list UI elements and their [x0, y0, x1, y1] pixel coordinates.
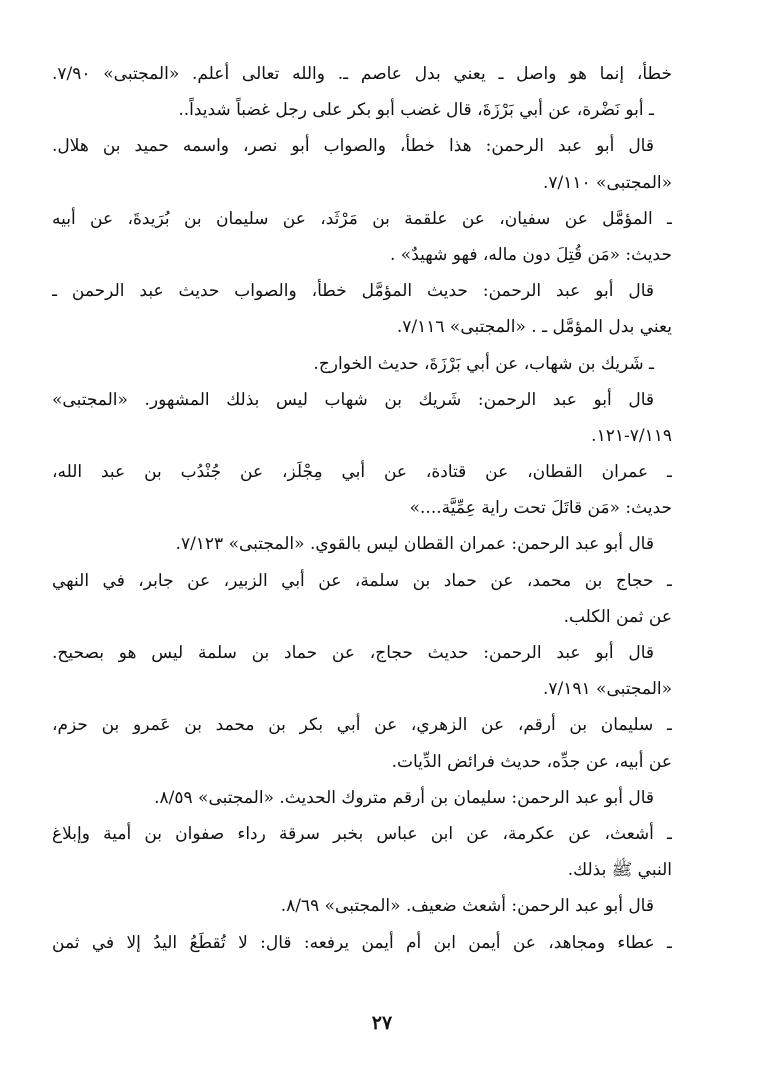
text-line: ـ سليمان بن أرقم، عن الزهري، عن أبي بكر بن محمد بن عَمرو بن حزم، — [52, 715, 672, 736]
text-line: قال أبو عبد الرحمن: حديث حجاج، عن حماد بن سلمة ليس هو بصحيح. — [52, 643, 654, 663]
text-line: ـ أشعث، عن عكرمة، عن ابن عباس بخبر سرقة رداء صفوان بن أمية وإبلاغ — [52, 823, 672, 844]
text-line: ـ عطاء ومجاهد، عن أيمن ابن أم أيمن يرفعه: قال: لا تُقطَعُ اليدُ إلا في ثمن — [52, 932, 672, 953]
text-line: قال أبو عبد الرحمن: حديث المؤمَّل خطأ، والصواب حديث عبد الرحمن ـ — [52, 281, 654, 302]
text-line: «المجتبى» ٧/١١٠. — [542, 172, 672, 193]
text-line: يعني بدل المؤمَّل ـ . «المجتبى» ٧/١١٦. — [396, 317, 672, 338]
text-line: قال أبو عبد الرحمن: سليمان بن أرقم متروك الحديث. «المجتبى» ٨/٥٩. — [154, 787, 654, 808]
text-line: ـ شَريك بن شهاب، عن أبي بَرْزَةَ، حديث الخوارج. — [313, 353, 654, 374]
text-line: قال أبو عبد الرحمن: عمران القطان ليس بالقوي. «المجتبى» ٧/١٢٣. — [175, 534, 654, 555]
text-line: «المجتبى» ٧/١٩١. — [542, 679, 672, 700]
page-number: ٢٧ — [371, 1012, 393, 1034]
text-line: ـ المؤمَّل عن سفيان، عن علقمة بن مَرْثَد، عن سليمان بن بُرَيدةَ، عن أبيه — [52, 208, 672, 229]
text-line: خطأ، إنما هو واصل ـ يعني بدل عاصم ـ. والله تعالى أعلم. «المجتبى» ٧/٩٠. — [52, 64, 672, 84]
text-line: قال أبو عبد الرحمن: هذا خطأ، والصواب أبو نصر، واسمه حميد بن هلال. — [52, 136, 654, 157]
text-line: حديث: «مَن قُتِلَ دون ماله، فهو شهيدٌ» . — [389, 244, 672, 265]
text-line: ـ حجاج بن محمد، عن حماد بن سلمة، عن أبي الزبير، عن جابر، في النهي — [52, 570, 672, 591]
text-line: ٧/١١٩-١٢١. — [591, 425, 672, 446]
text-line: ـ عمران القطان، عن قتادة، عن أبي مِجْلَز، عن جُنْدُب بن عبد الله، — [52, 462, 672, 483]
text-line: ـ أبو نَضْرة، عن أبي بَرْزَةَ، قال غضب أبو بكر على رجل غضباً شديداً.. — [178, 100, 654, 121]
text-line: حديث: «مَن قاتَلَ تحت راية عِمِّيَّة....» — [409, 498, 672, 519]
text-line: عن أبيه، عن جدِّه، حديث فرائض الدِّيات. — [391, 751, 672, 772]
text-line: قال أبو عبد الرحمن: أشعث ضعيف. «المجتبى» ٨/٦٩. — [280, 896, 654, 917]
page-text — [52, 56, 672, 961]
text-line: النبي ﷺ بذلك. — [567, 860, 672, 881]
text-line: قال أبو عبد الرحمن: شَريك بن شهاب ليس بذلك المشهور. «المجتبى» — [52, 389, 654, 410]
text-line: عن ثمن الكلب. — [563, 606, 672, 627]
